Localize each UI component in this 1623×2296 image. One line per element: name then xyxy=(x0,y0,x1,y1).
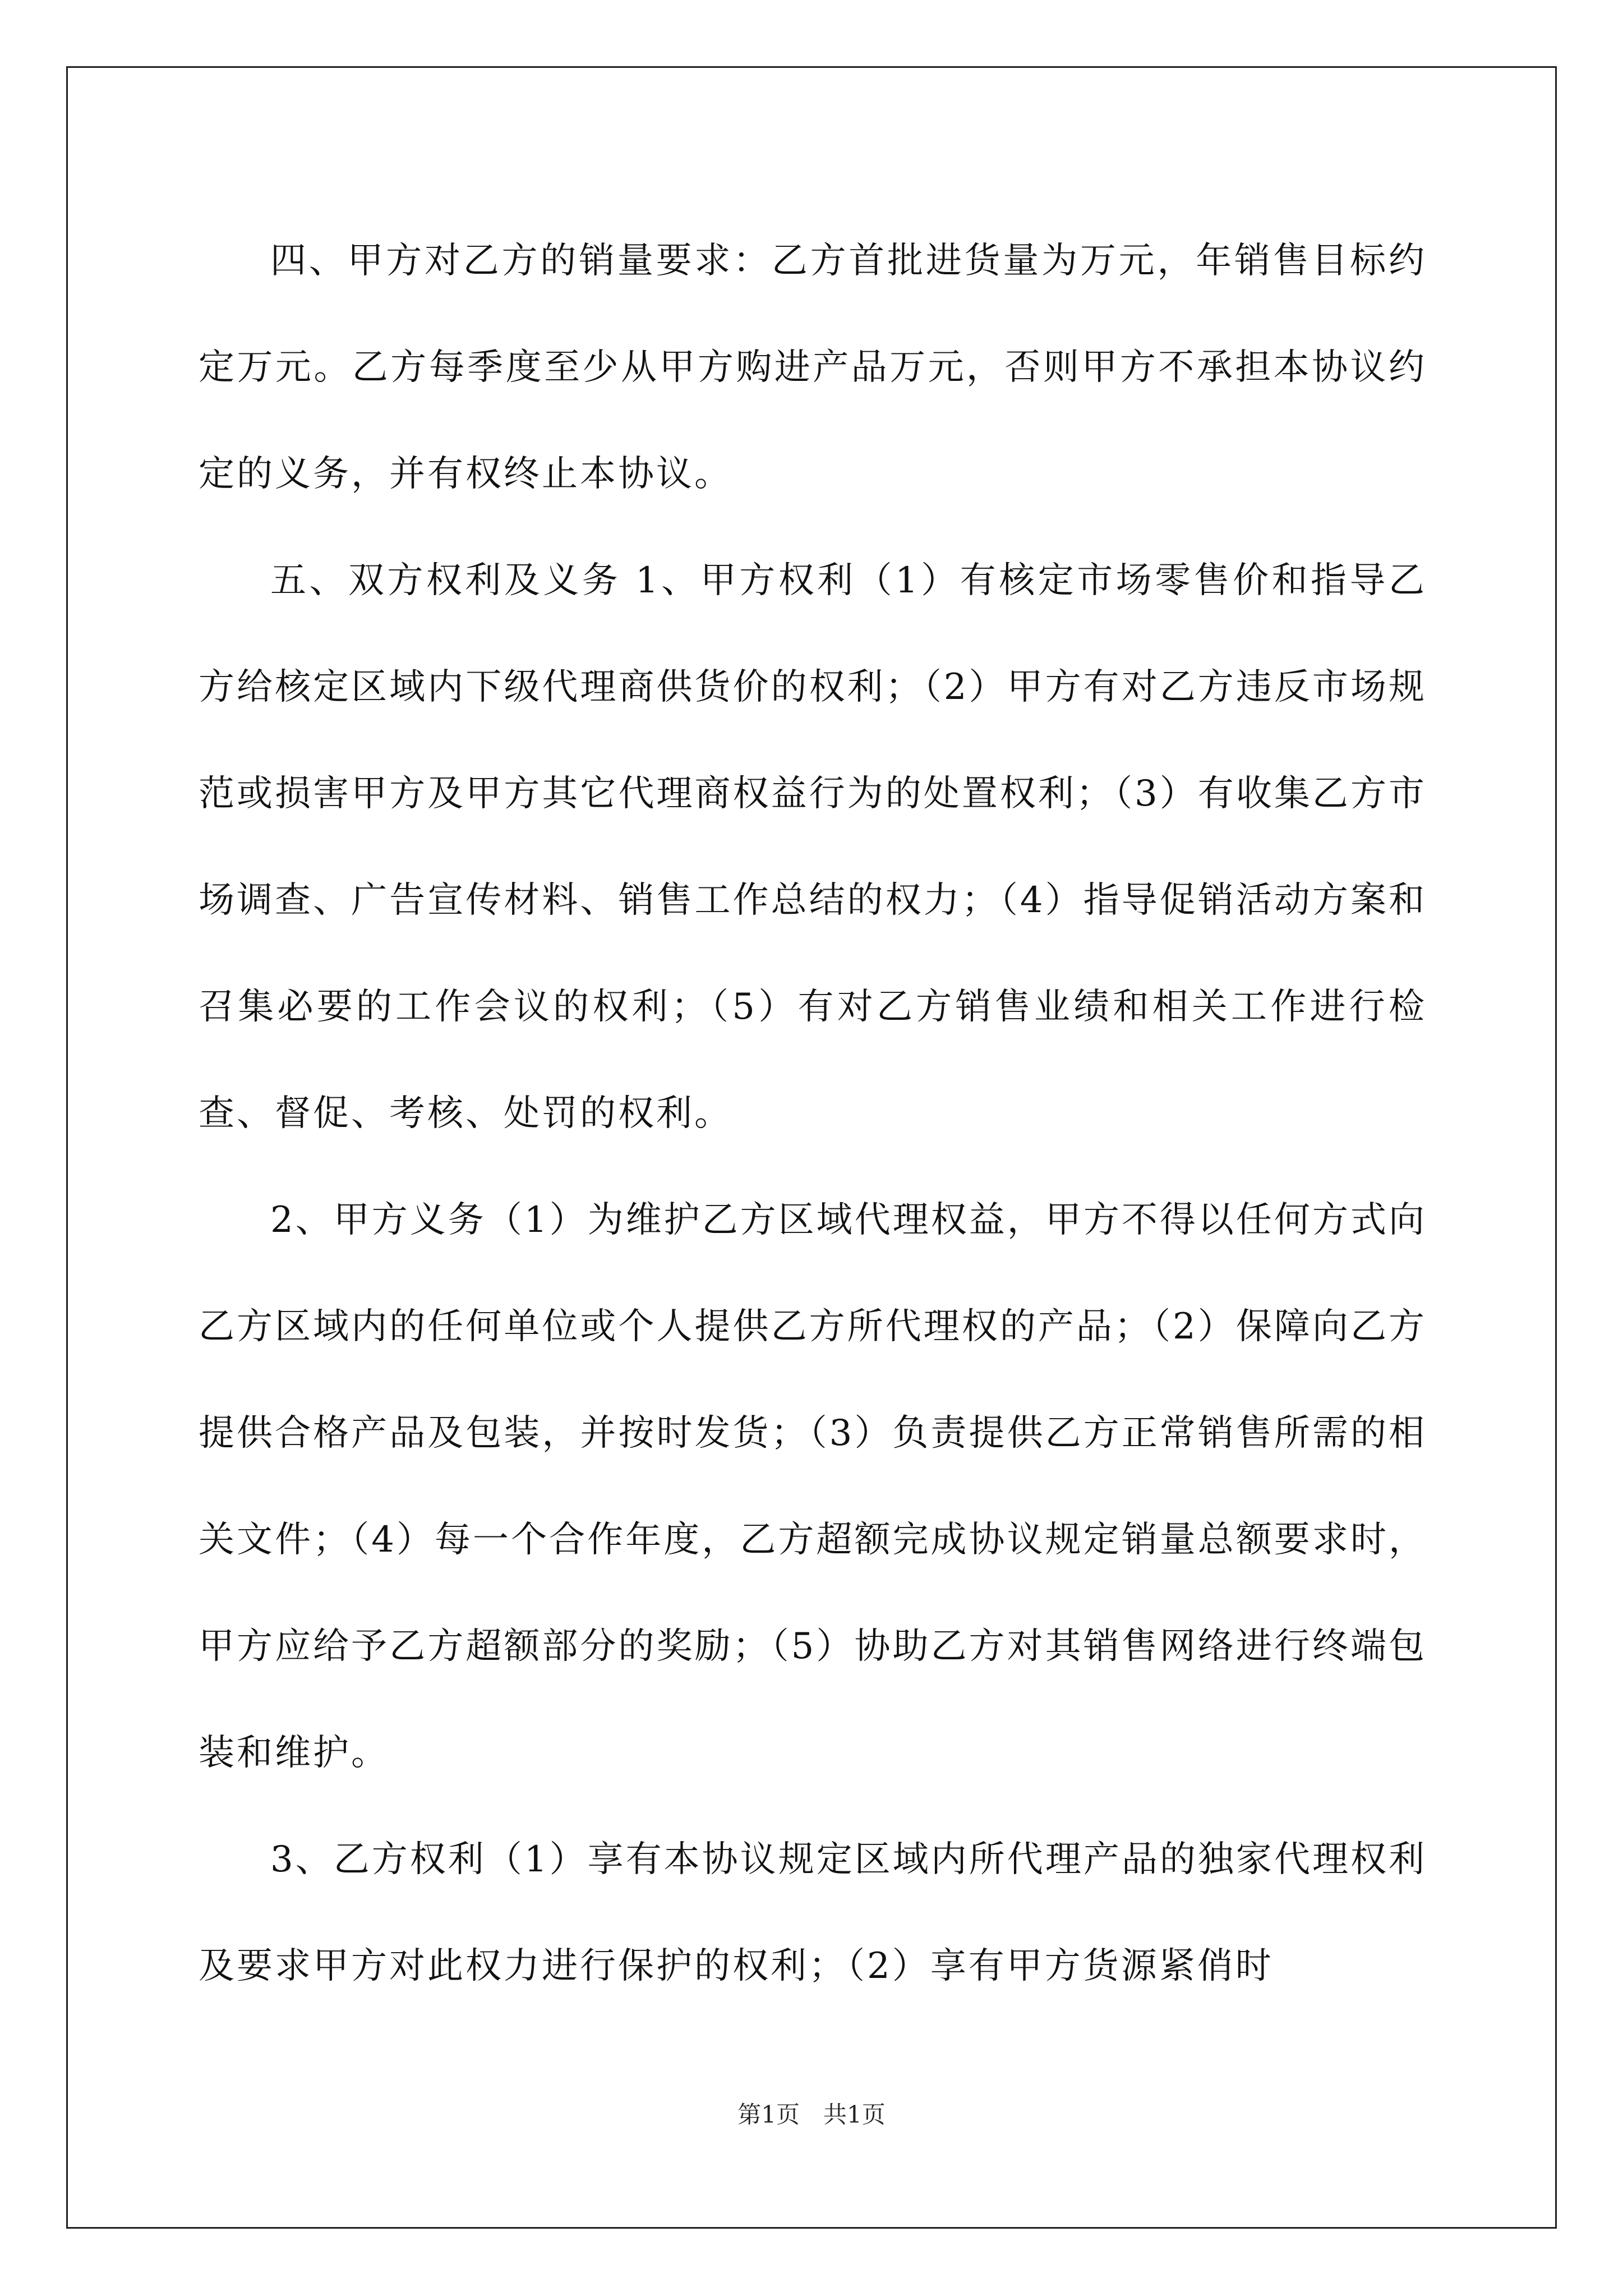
document-body xyxy=(199,208,1427,2019)
page-number-footer: 第1页 共1页 xyxy=(737,2101,886,2128)
paragraph-party-b-rights: 3、乙方权利（1）享有本协议规定区域内所代理产品的独家代理权利及要求甲方对此权力进行保护的权利；（2）享有甲方货源紧俏时 xyxy=(199,1839,1427,1987)
paragraph-sales-requirements: 四、甲方对乙方的销量要求：乙方首批进货量为万元，年销售目标约定万元。乙方每季度至少从甲方购进产品万元，否则甲方不承担本协议约定的义务，并有权终止本协议。 xyxy=(199,240,1427,495)
paragraph-party-a-obligations: 2、甲方义务（1）为维护乙方区域代理权益，甲方不得以任何方式向乙方区域内的任何单位或个人提供乙方所代理权的产品；（2）保障向乙方提供合格产品及包装，并按时发货；（3）负责提供乙方正常销售所需的相关文件；（4）每一个合作年度，乙方超额完成协议规定销量总额要求时，甲方应给予乙方超额部分的奖励；（5）协助乙方对其销售网络进行终端包装和维护。 xyxy=(199,1199,1427,1774)
paragraph-party-a-rights: 五、双方权利及义务 1、甲方权利（1）有核定市场零售价和指导乙方给核定区域内下级代理商供货价的权利；（2）甲方有对乙方违反市场规范或损害甲方及甲方其它代理商权益行为的处置权利；（3）有收集乙方市场调查、广告宣传材料、销售工作总结的权力；（4）指导促销活动方案和召集必要的工作会议的权利；（5）有对乙方销售业绩和相关工作进行检查、督促、考核、处罚的权利。 xyxy=(199,560,1427,1134)
